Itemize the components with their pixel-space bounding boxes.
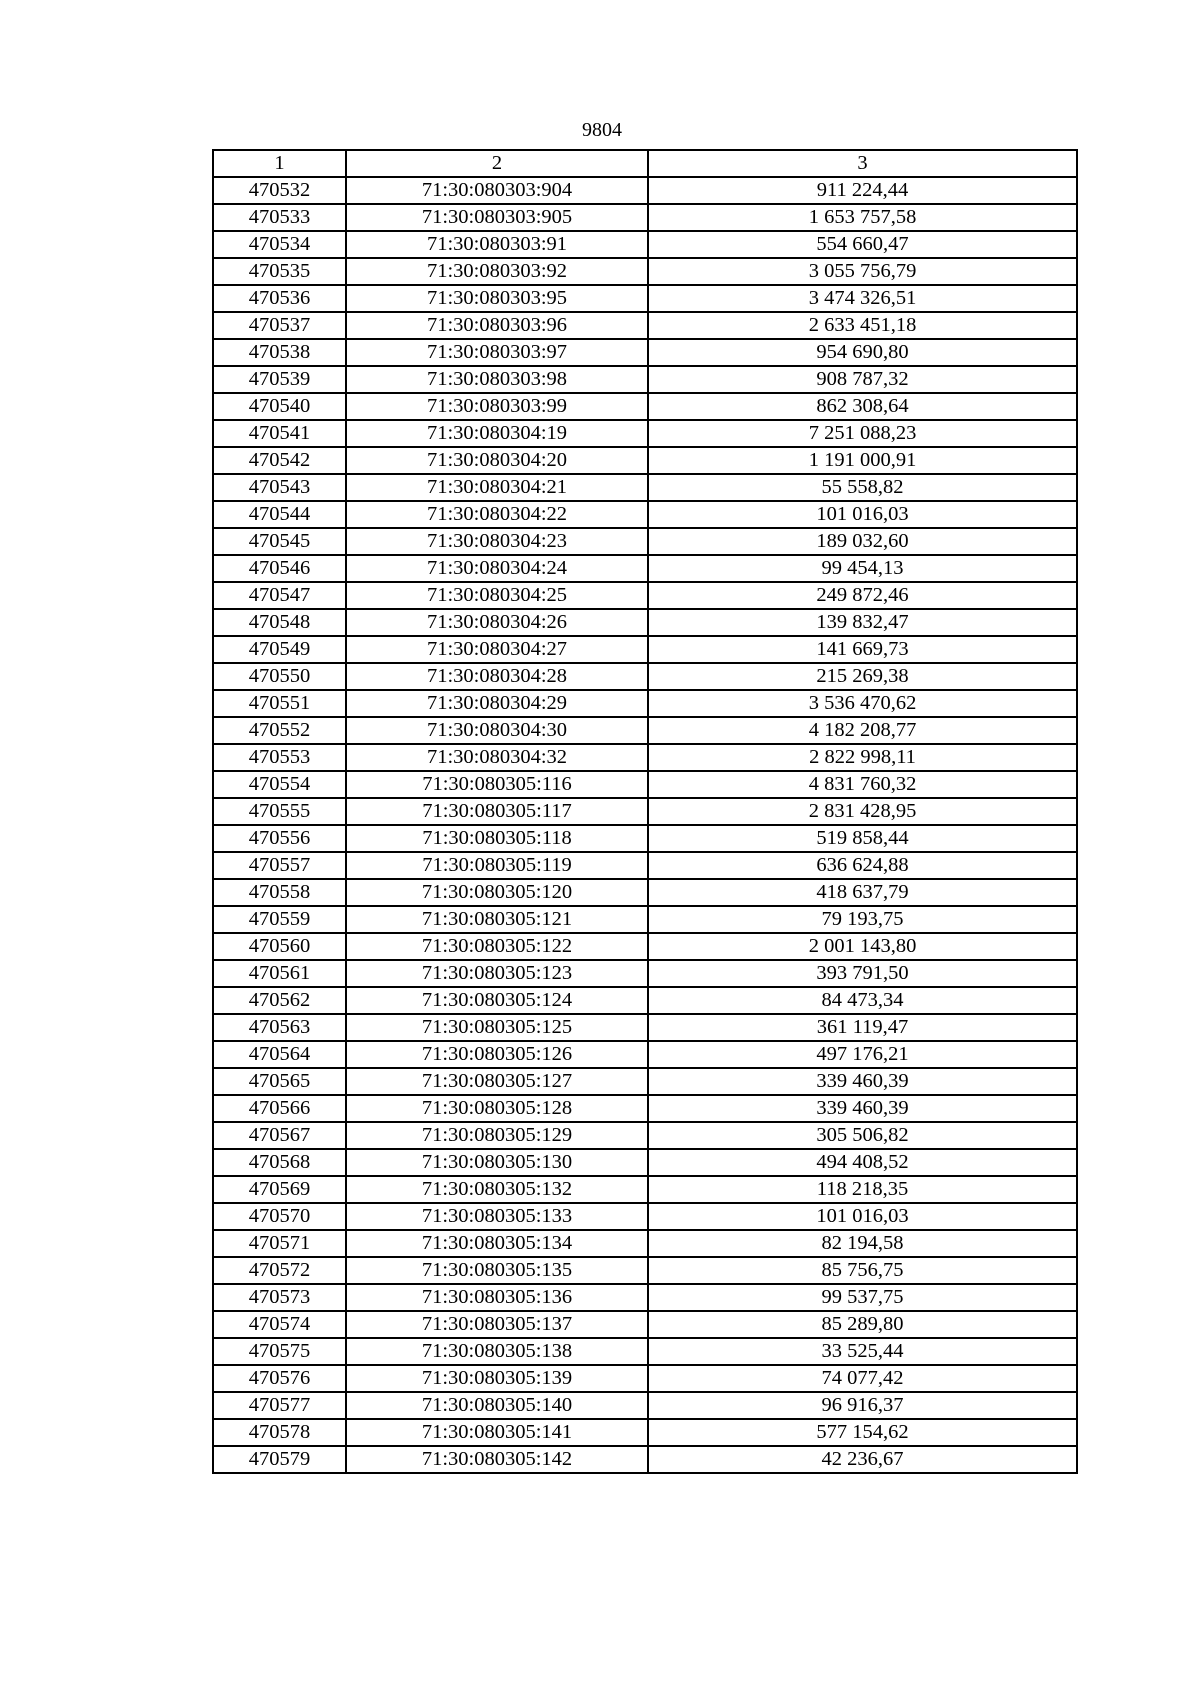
row-number-cell: 470538 (213, 339, 346, 366)
value-cell: 79 193,75 (648, 906, 1077, 933)
cadastral-number-cell: 71:30:080304:27 (346, 636, 648, 663)
value-cell: 339 460,39 (648, 1068, 1077, 1095)
value-cell: 139 832,47 (648, 609, 1077, 636)
cadastral-number-cell: 71:30:080305:116 (346, 771, 648, 798)
row-number-cell: 470572 (213, 1257, 346, 1284)
cadastral-number-cell: 71:30:080304:25 (346, 582, 648, 609)
cadastral-number-cell: 71:30:080305:127 (346, 1068, 648, 1095)
value-cell: 908 787,32 (648, 366, 1077, 393)
row-number-cell: 470555 (213, 798, 346, 825)
value-cell: 215 269,38 (648, 663, 1077, 690)
value-cell: 249 872,46 (648, 582, 1077, 609)
value-cell: 99 454,13 (648, 555, 1077, 582)
table-row (213, 663, 1077, 690)
table-row (213, 798, 1077, 825)
table-header (213, 150, 1077, 177)
row-number-cell: 470532 (213, 177, 346, 204)
cadastral-number-cell: 71:30:080305:118 (346, 825, 648, 852)
cadastral-number-cell: 71:30:080305:137 (346, 1311, 648, 1338)
cadastral-number-cell: 71:30:080303:96 (346, 312, 648, 339)
table-row (213, 717, 1077, 744)
table-row (213, 1230, 1077, 1257)
header-col-3: 3 (648, 150, 1077, 177)
table-row (213, 879, 1077, 906)
value-cell: 577 154,62 (648, 1419, 1077, 1446)
cadastral-number-cell: 71:30:080303:91 (346, 231, 648, 258)
row-number-cell: 470535 (213, 258, 346, 285)
row-number-cell: 470569 (213, 1176, 346, 1203)
cadastral-number-cell: 71:30:080305:122 (346, 933, 648, 960)
cadastral-number-cell: 71:30:080304:32 (346, 744, 648, 771)
value-cell: 494 408,52 (648, 1149, 1077, 1176)
cadastral-number-cell: 71:30:080305:128 (346, 1095, 648, 1122)
row-number-cell: 470547 (213, 582, 346, 609)
table-row (213, 231, 1077, 258)
value-cell: 42 236,67 (648, 1446, 1077, 1473)
value-cell: 393 791,50 (648, 960, 1077, 987)
table-row (213, 1041, 1077, 1068)
value-cell: 519 858,44 (648, 825, 1077, 852)
cadastral-number-cell: 71:30:080304:30 (346, 717, 648, 744)
value-cell: 2 633 451,18 (648, 312, 1077, 339)
table-row (213, 528, 1077, 555)
page-number: 9804 (582, 119, 622, 141)
value-cell: 4 831 760,32 (648, 771, 1077, 798)
table-row (213, 447, 1077, 474)
value-cell: 3 474 326,51 (648, 285, 1077, 312)
value-cell: 2 001 143,80 (648, 933, 1077, 960)
table-row (213, 1176, 1077, 1203)
cadastral-number-cell: 71:30:080305:120 (346, 879, 648, 906)
value-cell: 2 831 428,95 (648, 798, 1077, 825)
table-row (213, 609, 1077, 636)
cadastral-number-cell: 71:30:080305:130 (346, 1149, 648, 1176)
row-number-cell: 470564 (213, 1041, 346, 1068)
cadastral-number-cell: 71:30:080303:99 (346, 393, 648, 420)
cadastral-number-cell: 71:30:080305:119 (346, 852, 648, 879)
value-cell: 497 176,21 (648, 1041, 1077, 1068)
cadastral-number-cell: 71:30:080305:126 (346, 1041, 648, 1068)
value-cell: 84 473,34 (648, 987, 1077, 1014)
cadastral-number-cell: 71:30:080303:905 (346, 204, 648, 231)
table-row (213, 1419, 1077, 1446)
cadastral-number-cell: 71:30:080305:124 (346, 987, 648, 1014)
table-row (213, 906, 1077, 933)
row-number-cell: 470562 (213, 987, 346, 1014)
value-cell: 4 182 208,77 (648, 717, 1077, 744)
value-cell: 954 690,80 (648, 339, 1077, 366)
cadastral-number-cell: 71:30:080305:129 (346, 1122, 648, 1149)
row-number-cell: 470556 (213, 825, 346, 852)
cadastral-number-cell: 71:30:080303:97 (346, 339, 648, 366)
row-number-cell: 470560 (213, 933, 346, 960)
cadastral-number-cell: 71:30:080305:117 (346, 798, 648, 825)
table-row (213, 204, 1077, 231)
table-row (213, 960, 1077, 987)
value-cell: 101 016,03 (648, 501, 1077, 528)
header-col-2: 2 (346, 150, 648, 177)
table-row (213, 1365, 1077, 1392)
value-cell: 305 506,82 (648, 1122, 1077, 1149)
table-row (213, 474, 1077, 501)
table-row (213, 825, 1077, 852)
table-row (213, 1311, 1077, 1338)
cadastral-number-cell: 71:30:080305:138 (346, 1338, 648, 1365)
row-number-cell: 470573 (213, 1284, 346, 1311)
cadastral-number-cell: 71:30:080305:139 (346, 1365, 648, 1392)
row-number-cell: 470571 (213, 1230, 346, 1257)
value-cell: 1 653 757,58 (648, 204, 1077, 231)
table-row (213, 1095, 1077, 1122)
row-number-cell: 470561 (213, 960, 346, 987)
table-row (213, 1014, 1077, 1041)
row-number-cell: 470575 (213, 1338, 346, 1365)
table-row (213, 1203, 1077, 1230)
cadastral-number-cell: 71:30:080305:133 (346, 1203, 648, 1230)
value-cell: 33 525,44 (648, 1338, 1077, 1365)
cadastral-number-cell: 71:30:080304:20 (346, 447, 648, 474)
cadastral-number-cell: 71:30:080305:140 (346, 1392, 648, 1419)
row-number-cell: 470570 (213, 1203, 346, 1230)
table-row (213, 852, 1077, 879)
cadastral-number-cell: 71:30:080304:19 (346, 420, 648, 447)
table-row (213, 555, 1077, 582)
cadastral-number-cell: 71:30:080305:136 (346, 1284, 648, 1311)
row-number-cell: 470568 (213, 1149, 346, 1176)
cadastral-number-cell: 71:30:080305:142 (346, 1446, 648, 1473)
cadastral-number-cell: 71:30:080303:904 (346, 177, 648, 204)
table-row (213, 1122, 1077, 1149)
table-row (213, 690, 1077, 717)
cadastral-number-cell: 71:30:080304:28 (346, 663, 648, 690)
table-row (213, 366, 1077, 393)
row-number-cell: 470543 (213, 474, 346, 501)
value-cell: 55 558,82 (648, 474, 1077, 501)
data-table (212, 149, 1078, 1474)
row-number-cell: 470542 (213, 447, 346, 474)
cadastral-number-cell: 71:30:080304:21 (346, 474, 648, 501)
row-number-cell: 470576 (213, 1365, 346, 1392)
row-number-cell: 470545 (213, 528, 346, 555)
row-number-cell: 470553 (213, 744, 346, 771)
cadastral-number-cell: 71:30:080304:24 (346, 555, 648, 582)
header-col-1: 1 (213, 150, 346, 177)
value-cell: 85 756,75 (648, 1257, 1077, 1284)
table-row (213, 1068, 1077, 1095)
table-body (213, 177, 1077, 1473)
value-cell: 1 191 000,91 (648, 447, 1077, 474)
value-cell: 2 822 998,11 (648, 744, 1077, 771)
value-cell: 554 660,47 (648, 231, 1077, 258)
cadastral-number-cell: 71:30:080305:132 (346, 1176, 648, 1203)
value-cell: 99 537,75 (648, 1284, 1077, 1311)
row-number-cell: 470552 (213, 717, 346, 744)
row-number-cell: 470533 (213, 204, 346, 231)
cadastral-number-cell: 71:30:080304:26 (346, 609, 648, 636)
table-row (213, 1338, 1077, 1365)
row-number-cell: 470567 (213, 1122, 346, 1149)
cadastral-number-cell: 71:30:080304:29 (346, 690, 648, 717)
row-number-cell: 470554 (213, 771, 346, 798)
row-number-cell: 470541 (213, 420, 346, 447)
value-cell: 101 016,03 (648, 1203, 1077, 1230)
table-row (213, 312, 1077, 339)
value-cell: 339 460,39 (648, 1095, 1077, 1122)
value-cell: 636 624,88 (648, 852, 1077, 879)
row-number-cell: 470557 (213, 852, 346, 879)
table-row (213, 339, 1077, 366)
table-row (213, 1149, 1077, 1176)
value-cell: 74 077,42 (648, 1365, 1077, 1392)
row-number-cell: 470566 (213, 1095, 346, 1122)
value-cell: 189 032,60 (648, 528, 1077, 555)
row-number-cell: 470539 (213, 366, 346, 393)
value-cell: 361 119,47 (648, 1014, 1077, 1041)
table-row (213, 636, 1077, 663)
cadastral-number-cell: 71:30:080305:135 (346, 1257, 648, 1284)
table-row (213, 285, 1077, 312)
cadastral-number-cell: 71:30:080304:22 (346, 501, 648, 528)
value-cell: 141 669,73 (648, 636, 1077, 663)
table-row (213, 1392, 1077, 1419)
cadastral-number-cell: 71:30:080305:121 (346, 906, 648, 933)
table-row (213, 1257, 1077, 1284)
row-number-cell: 470534 (213, 231, 346, 258)
cadastral-number-cell: 71:30:080303:92 (346, 258, 648, 285)
table-row (213, 1284, 1077, 1311)
row-number-cell: 470551 (213, 690, 346, 717)
cadastral-number-cell: 71:30:080303:95 (346, 285, 648, 312)
row-number-cell: 470549 (213, 636, 346, 663)
table-row (213, 933, 1077, 960)
value-cell: 418 637,79 (648, 879, 1077, 906)
value-cell: 85 289,80 (648, 1311, 1077, 1338)
table-row (213, 582, 1077, 609)
row-number-cell: 470565 (213, 1068, 346, 1095)
table-row (213, 744, 1077, 771)
row-number-cell: 470536 (213, 285, 346, 312)
value-cell: 862 308,64 (648, 393, 1077, 420)
table-row (213, 1446, 1077, 1473)
value-cell: 911 224,44 (648, 177, 1077, 204)
row-number-cell: 470578 (213, 1419, 346, 1446)
row-number-cell: 470540 (213, 393, 346, 420)
table-row (213, 501, 1077, 528)
value-cell: 3 536 470,62 (648, 690, 1077, 717)
table-row (213, 177, 1077, 204)
row-number-cell: 470559 (213, 906, 346, 933)
table-row (213, 258, 1077, 285)
row-number-cell: 470563 (213, 1014, 346, 1041)
value-cell: 96 916,37 (648, 1392, 1077, 1419)
row-number-cell: 470544 (213, 501, 346, 528)
value-cell: 118 218,35 (648, 1176, 1077, 1203)
row-number-cell: 470579 (213, 1446, 346, 1473)
table-row (213, 420, 1077, 447)
value-cell: 7 251 088,23 (648, 420, 1077, 447)
row-number-cell: 470558 (213, 879, 346, 906)
table-row (213, 771, 1077, 798)
table-row (213, 393, 1077, 420)
row-number-cell: 470577 (213, 1392, 346, 1419)
value-cell: 82 194,58 (648, 1230, 1077, 1257)
row-number-cell: 470546 (213, 555, 346, 582)
value-cell: 3 055 756,79 (648, 258, 1077, 285)
cadastral-number-cell: 71:30:080305:134 (346, 1230, 648, 1257)
row-number-cell: 470574 (213, 1311, 346, 1338)
header-row (213, 150, 1077, 177)
row-number-cell: 470550 (213, 663, 346, 690)
row-number-cell: 470537 (213, 312, 346, 339)
table-row (213, 987, 1077, 1014)
cadastral-number-cell: 71:30:080305:125 (346, 1014, 648, 1041)
cadastral-number-cell: 71:30:080304:23 (346, 528, 648, 555)
cadastral-number-cell: 71:30:080303:98 (346, 366, 648, 393)
cadastral-number-cell: 71:30:080305:123 (346, 960, 648, 987)
row-number-cell: 470548 (213, 609, 346, 636)
cadastral-number-cell: 71:30:080305:141 (346, 1419, 648, 1446)
